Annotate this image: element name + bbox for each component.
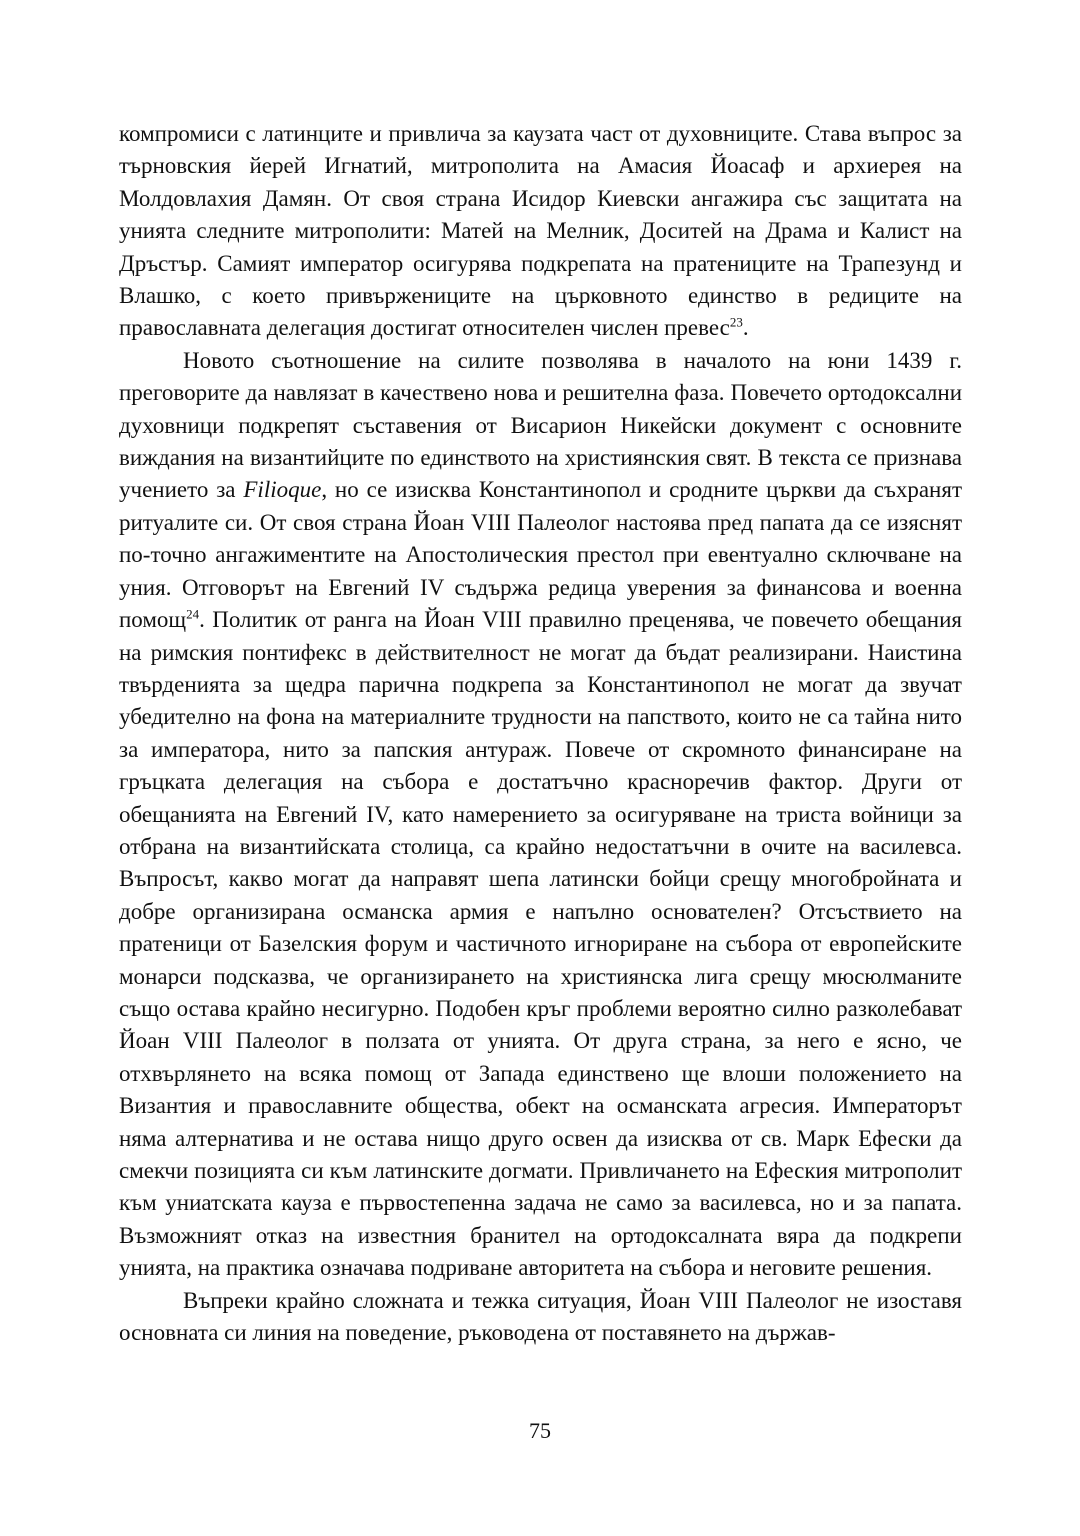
page-number: 75 — [529, 1418, 551, 1443]
italic-term: Filioque — [243, 477, 322, 503]
footnote-marker: 24 — [186, 606, 200, 622]
text-run: компромиси с латинците и привлича за каузата част от духовниците. Става въпрос за търновския йерей Игнатий, митрополита на Амасия Йоасаф и архиерея на Молдовлахия Дамян. От своя страна Исидор Киевски ангажира със защитата на унията следните митрополити: Матей на Мелник, Доситей на Драма и Калист на Дръстър. Самият император осигурява подкрепата на пратениците на Трапезунд и Влашко, с което привържениците на църковното единство в редиците на православната делегация достигат относителен числен превес — [119, 121, 962, 341]
text-run: . — [742, 315, 749, 341]
text-run: , но се изисква Константинопол и сродните църкви да съхранят ритуалите си. От своя страна Йоан VIII Палеолог настоява пред папата да се изяснят по-точно ангажиментите на Апостолическия престол при евентуално сключване на уния. Отговорът на Евгений IV съдържа редица уверения за финансова и военна помощ — [119, 477, 962, 633]
body-text — [119, 118, 962, 1349]
text-run: Новото съотношение на силите позволява в началото на юни 1439 г. преговорите да навлязат в качествено нова и решителна фаза. Повечето ортодоксални духовници подкрепят съставения от Висарион Никейски документ с основните виждания на византийците по единството на християнския свят. В текста се признава учението за — [119, 347, 962, 503]
paragraph-3 — [119, 1285, 962, 1350]
text-run: . Политик от ранга на Йоан VIII правилно преценява, че повечето обещания на римския понтифекс в действителност не могат да бъдат реализирани. Наистина твърденията за щедра парична подкрепа за Константинопол не могат да звучат убедително на фона на материалните трудности на папството, които не са тайна нито за императора, нито за папския антураж. Повече от скромното финансиране на гръцката делегация на събора е достатъчно красноречив фактор. Други от обещанията на Евгений IV, като намерението за осигуряване на триста войници за отбрана на византийската столица, са крайно недостатъчни в очите на василевса. Въпросът, какво могат да направят шепа латински бойци срещу многобройната и добре организирана османска армия е напълно основателен? Отсъствието на пратеници от Базелския форум и частичното игнориране на събора от европейските монарси подсказва, че организирането на християнска лига срещу мюсюлманите също остава крайно несигурно. Подобен кръг проблеми вероятно силно разколебават Йоан VIII Палеолог в ползата от унията. От друга страна, за него е ясно, че отхвърлянето на всяка помощ от Запада единствено ще влоши положението на Византия и православните общества, обект на османската агресия. Императорът няма алтернатива и не остава нищо друго освен да изисква от св. Марк Ефески да смекчи позицията си към латинските догмати. Привличането на Ефеския митрополит към униатската кауза е първостепенна задача не само за василевса, но и за папата. Възможният отказ на известния бранител на ортодоксалната вяра да подкрепи унията, на практика означава подриване авторитета на събора и неговите решения. — [119, 607, 962, 1281]
paragraph-1 — [119, 118, 962, 345]
paragraph-2 — [119, 345, 962, 1285]
text-run: Въпреки крайно сложната и тежка ситуация, Йоан VIII Палеолог не изоставя основната си линия на поведение, ръководена от поставянето на държав- — [119, 1287, 962, 1346]
footnote-marker: 23 — [729, 314, 743, 330]
